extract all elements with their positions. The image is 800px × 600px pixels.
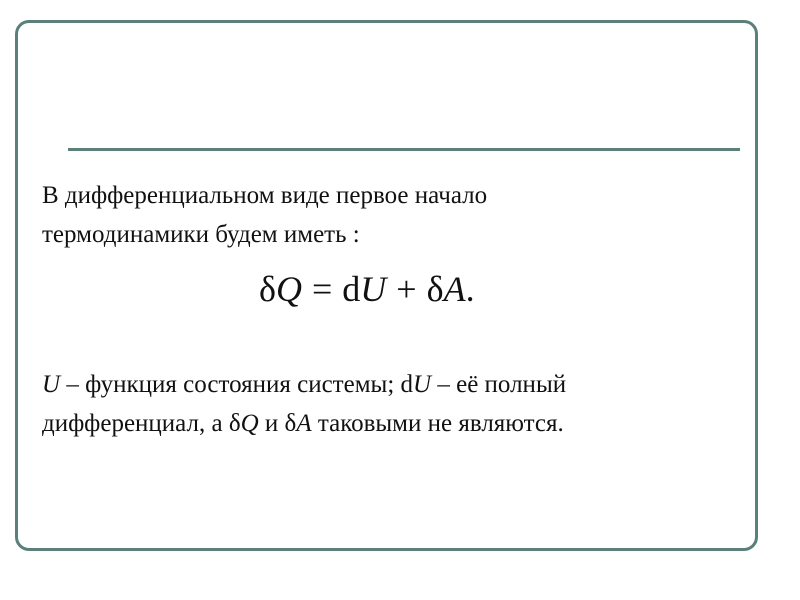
formula-du: dU: [342, 269, 387, 309]
intro-line-1: В дифференциальном виде первое начало: [42, 182, 488, 209]
intro-paragraph: [42, 176, 487, 254]
explanation-paragraph: [42, 365, 566, 443]
formula-plus: +: [396, 269, 417, 309]
first-law-formula: [259, 268, 475, 310]
title-divider: [68, 148, 740, 151]
intro-line-2: термодинамики будем иметь :: [42, 221, 360, 248]
explanation-line-1: U – функция состояния системы; dU – её полный: [42, 371, 567, 398]
formula-delta-q: δQ: [259, 269, 302, 309]
explanation-line-2: дифференциал, а δQ и δA таковыми не являются.: [42, 410, 564, 437]
formula-equals: =: [311, 269, 333, 309]
formula-delta-a: δA.: [426, 269, 475, 309]
